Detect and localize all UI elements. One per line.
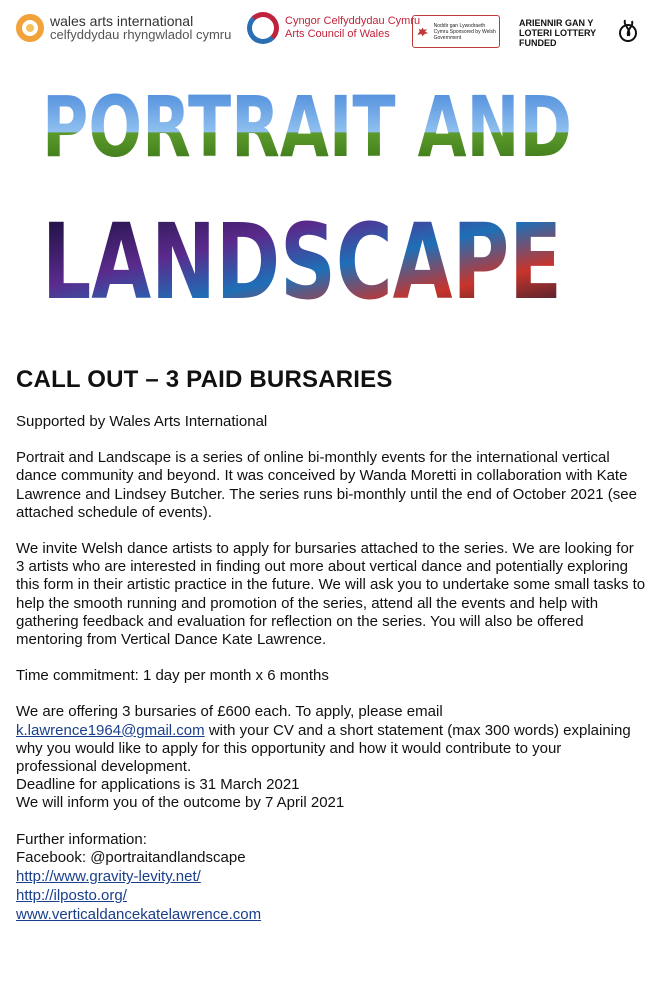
portrait-and-landscape-banner — [14, 58, 600, 366]
email-link[interactable]: k.lawrence1964@gmail.com — [16, 721, 205, 739]
intro-paragraph: Portrait and Landscape is a series of online bi-monthly events for the international vertical dance community and beyond. It was conceived by Wanda Moretti in collaboration with Kate Lawrence and Lindsey Butcher. The series runs bi-monthly until the end of October 2021 (see attached schedule of events). — [16, 449, 637, 521]
wai-name-welsh: celfyddydau rhyngwladol cymru — [50, 27, 232, 42]
wales-arts-international-logo — [16, 14, 231, 42]
ilposto-link[interactable]: http://ilposto.org/ — [16, 887, 127, 905]
deadline: Deadline for applications is 31 March 2021 — [16, 776, 300, 794]
supported-by: Supported by Wales Arts International — [16, 413, 268, 430]
time-commitment: Time commitment: 1 day per month x 6 months — [16, 667, 329, 685]
acw-name-welsh: Cyngor Celfyddydau Cymru — [285, 15, 421, 27]
banner-line-portrait: PORTRAIT AND — [42, 78, 572, 176]
facebook-handle: Facebook: @portraitandlandscape — [16, 848, 246, 866]
wai-circle-icon — [16, 14, 44, 42]
wai-name: wales arts international — [50, 13, 194, 29]
page-title: CALL OUT – 3 PAID BURSARIES — [16, 366, 393, 393]
document-body — [16, 366, 646, 925]
lottery-funded-logo — [519, 18, 639, 48]
logo-strip — [0, 0, 660, 56]
crossed-fingers-icon — [617, 18, 639, 44]
verticaldance-link[interactable]: www.verticaldancekatelawrence.com — [16, 906, 262, 924]
welsh-government-logo — [412, 15, 500, 48]
outcome-date: We will inform you of the outcome by 7 April 2021 — [16, 794, 345, 812]
apply-paragraph — [16, 722, 646, 777]
lottery-text: ARIENNIR GAN Y LOTERI LOTTERY FUNDED — [519, 18, 597, 48]
acw-name: Arts Council of Wales — [285, 28, 390, 40]
apply-section — [16, 703, 646, 812]
offer-line: We are offering 3 bursaries of £600 each. To apply, please email — [16, 703, 443, 721]
further-info-section — [16, 831, 646, 925]
arts-council-of-wales-logo — [247, 12, 420, 44]
further-heading: Further information: — [16, 830, 147, 848]
dragon-icon — [416, 19, 430, 44]
invite-paragraph: We invite Welsh dance artists to apply for bursaries attached to the series. We are looking for 3 artists who are interested in finding out more about vertical dance and potentially exploring this form in their artistic practice in the future. We will ask you to undertake some small tasks to help the smooth running and promotion of the series, attend all the events and help with gathering feedback and evaluation for reflection on the series. You will also be offered mentoring from Vertical Dance Kate Lawrence. — [16, 540, 646, 649]
gravity-levity-link[interactable]: http://www.gravity-levity.net/ — [16, 868, 201, 886]
welsh-government-text: Noddir gan Lywodraeth Cymru Sponsored by Welsh Government — [433, 22, 496, 41]
acw-ring-icon — [247, 12, 279, 44]
banner-line-landscape: LANDSCAPE — [42, 201, 562, 323]
apply-text: with your CV and a short statement (max 300 words) explaining why you would like to apply for this opportunity and how it would contribute to your professional development. — [16, 721, 631, 776]
